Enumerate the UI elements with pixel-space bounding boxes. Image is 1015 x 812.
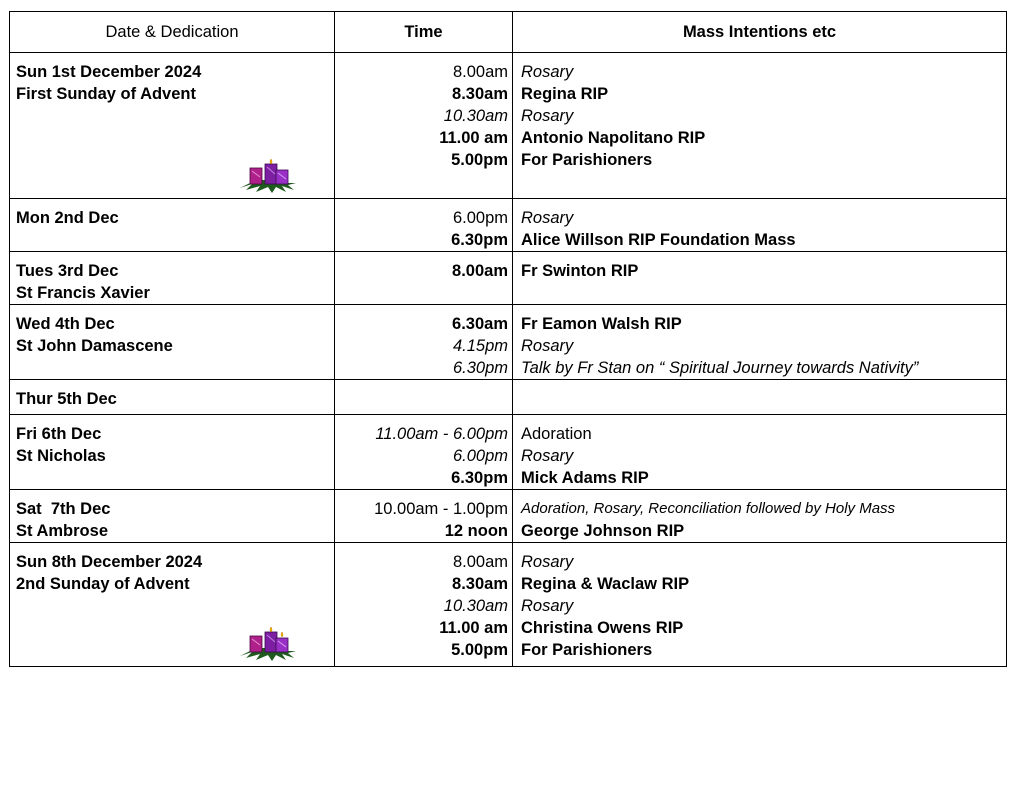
intention-text: Rosary [521,553,574,571]
dedication-text: St Ambrose [16,522,108,540]
intention-text: Antonio Napolitano RIP [521,129,706,147]
advent-candles-icon [238,618,298,662]
schedule-row [10,415,1007,490]
date-text: Thur 5th Dec [16,390,117,408]
time-text: 5.00pm [451,641,508,659]
date-text: Sun 1st December 2024 [16,63,202,81]
time-text: 8.00am [452,262,508,280]
intention-text: Rosary [521,597,574,615]
dedication-text: St Francis Xavier [16,284,150,302]
time-text: 8.30am [452,575,508,593]
intention-text: George Johnson RIP [521,522,685,540]
intention-text: Regina RIP [521,85,609,103]
intentions-cell [513,252,1007,305]
time-cell [335,543,513,667]
intention-text: Rosary [521,63,574,81]
time-cell [335,199,513,252]
dedication-text: St John Damascene [16,337,173,355]
time-text: 6.00pm [452,447,508,465]
schedule-row [10,199,1007,252]
time-text: 5.00pm [451,151,508,169]
date-dedication-cell [10,490,335,543]
intention-text: For Parishioners [521,641,653,659]
time-text: 6.30pm [451,231,508,249]
time-text: 6.30pm [451,469,508,487]
dedication-text: St Nicholas [16,447,106,465]
schedule-row [10,490,1007,543]
date-text: Tues 3rd Dec [16,262,119,280]
schedule-body [10,53,1007,667]
time-text: 4.15pm [452,337,508,355]
time-text: 6.00pm [452,209,508,227]
intention-text: Rosary [521,337,574,355]
time-cell [335,53,513,199]
intention-text: Rosary [521,107,574,125]
intention-text: Fr Swinton RIP [521,262,639,280]
intention-text: Rosary [521,209,574,227]
date-text: Mon 2nd Dec [16,209,119,227]
intentions-cell [513,53,1007,199]
schedule-row [10,543,1007,667]
date-text: Fri 6th Dec [16,425,102,443]
dedication-text: First Sunday of Advent [16,85,196,103]
intention-text: Regina & Waclaw RIP [521,575,690,593]
date-header: Date & Dedication [10,12,335,53]
time-text: 11.00am - 6.00pm [375,425,508,443]
schedule-row [10,252,1007,305]
date-dedication-cell [10,199,335,252]
date-dedication-cell [10,252,335,305]
date-text: Sun 8th December 2024 [16,553,203,571]
intentions-cell [513,543,1007,667]
time-cell [335,415,513,490]
intention-text: Adoration [521,425,592,443]
intention-text: Adoration, Rosary, Reconciliation followed by Holy Mass [521,500,896,517]
date-dedication-cell [10,543,335,667]
schedule-row [10,53,1007,199]
intention-text: Rosary [521,447,574,465]
time-cell [335,305,513,380]
time-text: 10.00am - 1.00pm [374,500,508,518]
intention-text: For Parishioners [521,151,653,169]
time-text: 12 noon [444,522,508,540]
mass-schedule-table [9,11,1007,667]
dedication-text: 2nd Sunday of Advent [16,575,190,593]
time-text: 8.00am [452,63,508,81]
intentions-cell [513,380,1007,415]
time-cell [335,252,513,305]
intentions-cell [513,199,1007,252]
intention-text: Mick Adams RIP [521,469,649,487]
schedule-row [10,305,1007,380]
intention-text: Christina Owens RIP [521,619,684,637]
time-header: Time [335,12,513,53]
intention-text: Talk by Fr Stan on “ Spiritual Journey towards Nativity” [521,359,919,377]
time-text: 10.30am [443,597,508,615]
date-dedication-cell [10,53,335,199]
intentions-cell [513,305,1007,380]
date-text: Sat 7th Dec [16,500,111,518]
date-dedication-cell [10,305,335,380]
time-text: 8.00am [452,553,508,571]
intentions-header: Mass Intentions etc [513,12,1007,53]
time-cell [335,490,513,543]
intention-text: Fr Eamon Walsh RIP [521,315,682,333]
date-dedication-cell [10,380,335,415]
time-text: 6.30am [452,315,508,333]
schedule-row [10,380,1007,415]
time-cell [335,380,513,415]
time-text: 8.30am [452,85,508,103]
time-text: 10.30am [443,107,508,125]
intentions-cell [513,490,1007,543]
time-text: 11.00 am [439,129,508,147]
intention-text: Alice Willson RIP Foundation Mass [521,231,796,249]
date-text: Wed 4th Dec [16,315,115,333]
time-text: 11.00 am [439,619,508,637]
intentions-cell [513,415,1007,490]
advent-candles-icon [238,150,298,194]
time-text: 6.30pm [452,359,508,377]
date-dedication-cell [10,415,335,490]
header-row [10,12,1007,53]
